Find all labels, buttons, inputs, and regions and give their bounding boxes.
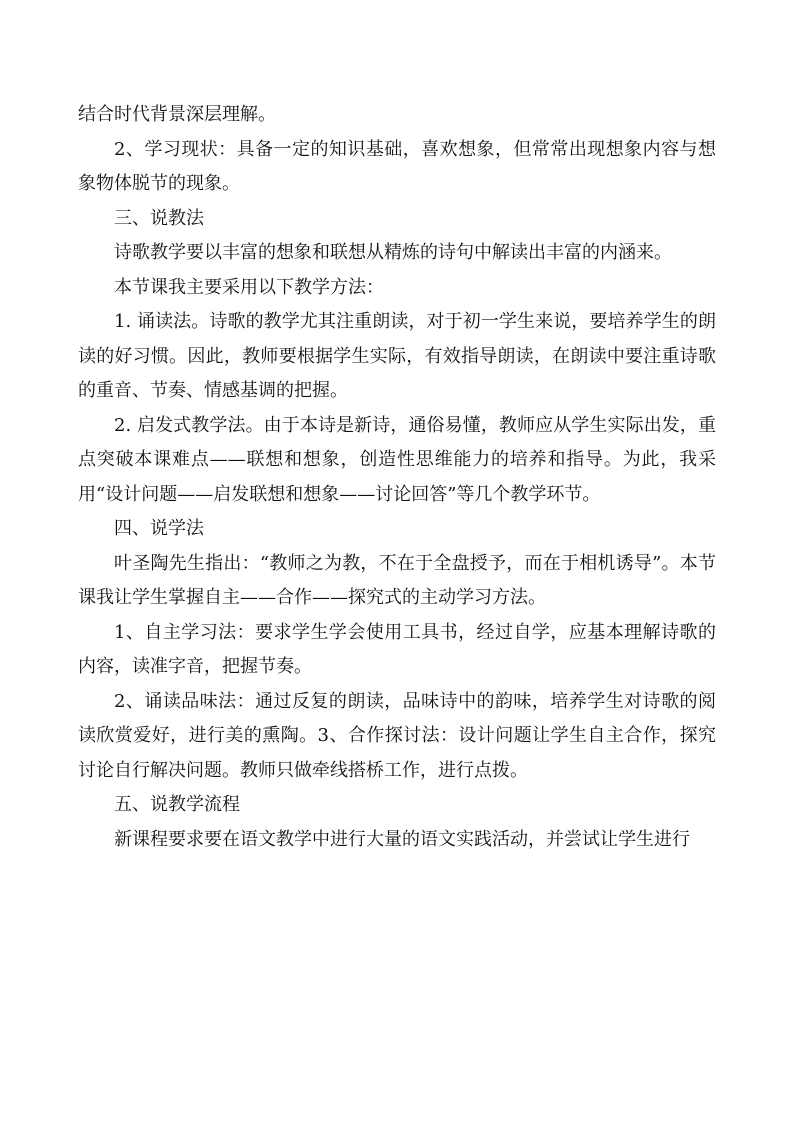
paragraph-reading-appreciation: 2、诵读品味法：通过反复的朗读，品味诗中的韵味，培养学生对诗歌的阅读欣赏爱好，进行美的熏陶。3、合作探讨法：设计问题让学生自主合作，探究讨论自行解决问题。教师只做牵线搭桥工作，进行点拨。 [78, 690, 716, 781]
paragraph-continuation: 结合时代背景深层理解。 [78, 104, 276, 125]
paragraph-self-study: 1、自主学习法：要求学生学会使用工具书，经过自学，应基本理解诗歌的内容，读准字音，把握节奏。 [78, 621, 716, 677]
paragraph-recitation-method: 1. 诵读法。诗歌的教学尤其注重朗读，对于初一学生来说，要培养学生的朗读的好习惯。因此，教师要根据学生实际，有效指导朗读，在朗读中要注重诗歌的重音、节奏、情感基调的把握。 [78, 311, 716, 401]
section-heading-teaching-method: 三、说教法 [114, 207, 204, 229]
section-heading-learning-method: 四、说学法 [114, 518, 204, 539]
section-heading-teaching-process: 五、说教学流程 [114, 794, 240, 815]
paragraph-learning-status: 2、学习现状：具备一定的知识基础，喜欢想象，但常常出现想象内容与想象物体脱节的现象。 [78, 138, 716, 194]
paragraph-heuristic-method: 2. 启发式教学法。由于本诗是新诗，通俗易懂，教师应从学生实际出发，重点突破本课难点——联想和想象，创造性思维能力的培养和指导。为此，我采用“设计问题——启发联想和想象——讨论回答”等几个教学环节。 [78, 414, 716, 505]
paragraph-methods-intro: 本节课我主要采用以下教学方法： [114, 276, 384, 298]
paragraph-quote: 叶圣陶先生指出：“教师之为教，不在于全盘授予，而在于相机诱导”。本节课我让学生掌握自主——合作——探究式的主动学习方法。 [78, 552, 716, 608]
paragraph-poetry-teaching: 诗歌教学要以丰富的想象和联想从精炼的诗句中解读出丰富的内涵来。 [114, 242, 672, 263]
paragraph-new-curriculum: 新课程要求要在语文教学中进行大量的语文实践活动，并尝试让学生进行 [114, 828, 690, 850]
